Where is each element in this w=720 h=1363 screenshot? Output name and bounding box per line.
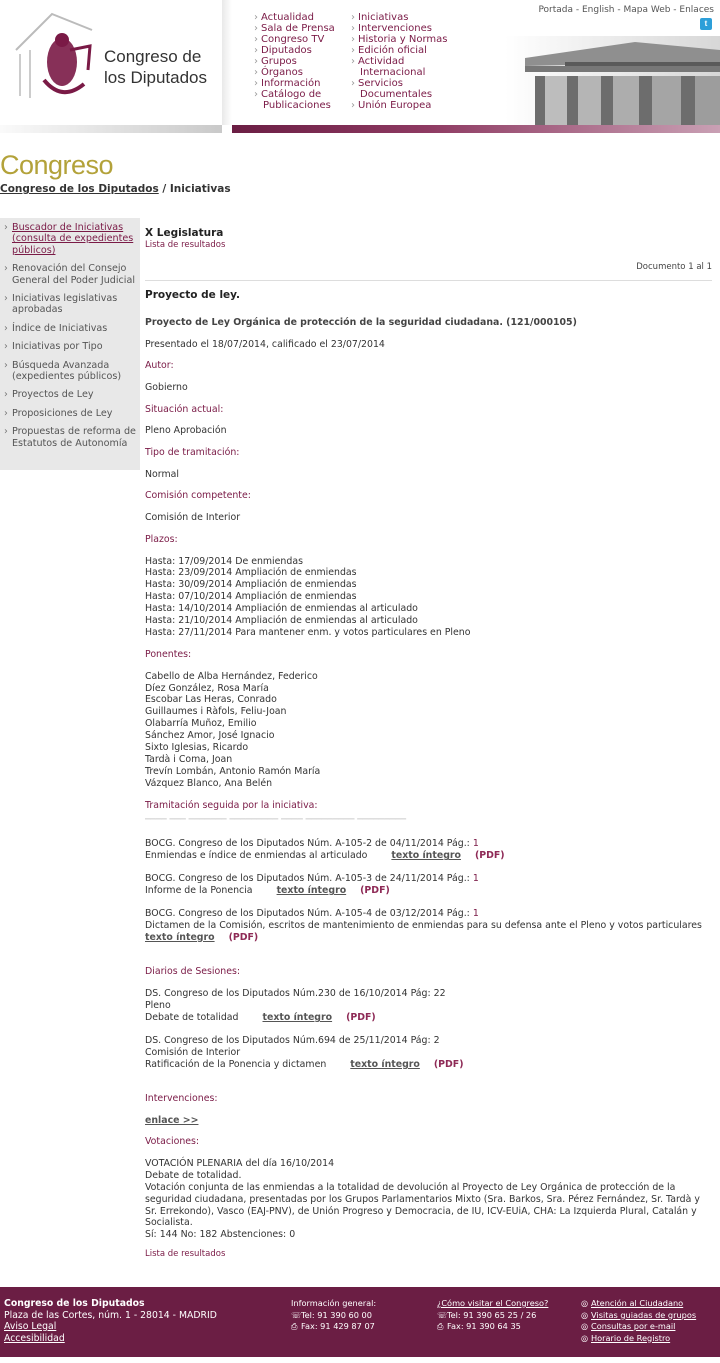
footer-links [581, 1298, 696, 1344]
nav-congreso-tv[interactable]: › Congreso TV [254, 34, 325, 45]
sidebar-item-aprobadas[interactable]: › Iniciativas legislativas aprobadas [4, 293, 140, 316]
cut-off-text: ──── ─── ─────── ───────── ──── ───────── ───────── [145, 817, 406, 826]
texto-integro-link[interactable]: texto íntegro [262, 1012, 333, 1024]
plazo-item: Hasta: 07/10/2014 Ampliación de enmiendas [145, 591, 357, 603]
phone-icon: ☏ [291, 1309, 302, 1320]
twitter-icon[interactable]: t [700, 18, 712, 30]
ponente-item: Trevín Lombán, Antonio Ramón María [145, 765, 321, 777]
ponente-item: Tardà i Coma, Joan [145, 753, 233, 765]
votacion-text: Votación conjunta de las enmiendas a la totalidad de devolución al Proyecto de Ley Orgánica de protección de la seguridad ciudadana, presentadas por los Grupos Parlamentarios Mixto (Sra. Barkos, Sra. Pérez Fernández, Sr. Tardà y Sr. Errekondo), Vasco (EAJ-PNV), de Unión Progreso y Democracia, de IU, ICV-EUiA, CHA: La Izquierda Plural, Catalán y Socialista. [145, 1181, 700, 1229]
autor-label: Autor: [145, 360, 174, 372]
nav-sala-prensa[interactable]: › Sala de Prensa [254, 23, 335, 34]
page-link[interactable]: 1 [472, 873, 479, 885]
nav-diputados[interactable]: › Diputados [254, 45, 312, 56]
tipo-value: Normal [145, 468, 179, 480]
ponente-item: Díez González, Rosa María [145, 682, 269, 694]
arrow-icon: ◎ [581, 1321, 589, 1331]
pdf-link[interactable]: (PDF) [346, 1012, 376, 1024]
arrow-icon: ◎ [581, 1309, 589, 1320]
footer-info: Información general: ☏Tel: 91 390 60 00 ⎙ Fax: 91 429 87 07 [291, 1298, 377, 1331]
publication-item: BOCG. Congreso de los Diputados Núm. A-105-3 de 24/11/2014 Pág.: 1 Informe de la Ponencia texto íntegro (PDF) [145, 873, 479, 897]
nav-iniciativas[interactable]: › Iniciativas [351, 12, 409, 23]
intervenciones-link[interactable]: enlace >> [145, 1114, 199, 1126]
page-link[interactable]: 1 [472, 838, 479, 850]
results-list-link[interactable]: Lista de resultados [145, 239, 226, 250]
texto-integro-link[interactable]: texto íntegro [145, 931, 215, 943]
texto-integro-link[interactable]: texto íntegro [276, 885, 347, 897]
plazos-label: Plazos: [145, 533, 178, 545]
sidebar [0, 218, 140, 470]
site-header [0, 0, 720, 135]
breadcrumb-home-link[interactable]: Congreso de los Diputados [0, 183, 159, 195]
nav-grupos[interactable]: › Grupos [254, 56, 297, 67]
situacion-value: Pleno Aprobación [145, 425, 227, 437]
votacion-title: VOTACIÓN PLENARIA del día 16/10/2014 [145, 1157, 335, 1169]
nav-actualidad[interactable]: › Actualidad [254, 12, 314, 23]
plazo-item: Hasta: 17/09/2014 De enmiendas [145, 555, 303, 567]
votaciones-label: Votaciones: [145, 1136, 200, 1148]
logo-text: Congreso de los Diputados [104, 47, 208, 87]
plazo-item: Hasta: 30/09/2014 Ampliación de enmiendas [145, 579, 357, 591]
ponente-item: Escobar Las Heras, Conrado [145, 694, 277, 706]
footer-visit: ¿Cómo visitar el Congreso? ☏Tel: 91 390 65 25 / 26 ⎙ Fax: 91 390 64 35 [437, 1298, 549, 1331]
arrow-icon: ◎ [581, 1298, 589, 1308]
plazo-item: Hasta: 21/10/2014 Ampliación de enmiendas al articulado [145, 615, 418, 627]
autor-value: Gobierno [145, 381, 188, 393]
site-footer [0, 1287, 720, 1357]
plazos-list [145, 556, 712, 639]
texto-integro-link[interactable]: texto íntegro [391, 850, 461, 862]
nav-historia[interactable]: › Historia y Normas [351, 34, 448, 45]
plazo-item: Hasta: 27/11/2014 Para mantener enm. y votos particulares en Pleno [145, 626, 471, 638]
situacion-label: Situación actual: [145, 403, 224, 415]
nav-union-europea[interactable]: › Unión Europea [351, 100, 432, 111]
nav-intervenciones[interactable]: › Intervenciones [351, 23, 432, 34]
pdf-link[interactable]: (PDF) [433, 1058, 464, 1070]
texto-integro-link[interactable]: texto íntegro [350, 1058, 420, 1070]
presented-date: Presentado el 18/07/2014, calificado el 23/07/2014 [145, 338, 385, 350]
sidebar-item-busqueda-avanzada[interactable]: › Búsqueda Avanzada (expedientes públicos) [4, 360, 140, 383]
tipo-label: Tipo de tramitación: [145, 447, 240, 459]
header-bar-left [0, 125, 222, 133]
document-count: Documento 1 al 1 [636, 262, 712, 273]
accesibilidad-link[interactable]: Accesibilidad [4, 1332, 65, 1344]
diarios-label: Diarios de Sesiones: [145, 965, 241, 977]
votacion-result: Sí: 144 No: 182 Abstenciones: 0 [145, 1229, 296, 1241]
aviso-legal-link[interactable]: Aviso Legal [4, 1321, 57, 1332]
ponente-item: Sixto Iglesias, Ricardo [145, 742, 249, 754]
congress-building-image [505, 36, 720, 125]
comision-value: Comisión de Interior [145, 512, 241, 524]
votacion-debate: Debate de totalidad. [145, 1169, 242, 1181]
fax-icon: ⎙ [291, 1321, 298, 1331]
project-title: Proyecto de Ley Orgánica de protección de la seguridad ciudadana. (121/000105) [145, 316, 577, 328]
visit-link[interactable]: ¿Cómo visitar el Congreso? [437, 1298, 549, 1308]
page-title: Congreso [0, 150, 114, 180]
footer-strip [0, 1357, 720, 1363]
publication-item: BOCG. Congreso de los Diputados Núm. A-105-2 de 04/11/2014 Pág.: 1 Enmiendas e índice de enmiendas al articulado texto íntegro (PDF) [145, 838, 505, 862]
congreso-emblem-icon [12, 10, 102, 102]
nav-edicion[interactable]: › Edición oficial [351, 45, 427, 56]
footer-address: Congreso de los Diputados Plaza de las Cortes, núm. 1 - 28014 - MADRID Aviso Legal Accesibilidad [4, 1298, 217, 1344]
results-list-link-bottom[interactable]: Lista de resultados [145, 1249, 226, 1260]
sidebar-item-indice[interactable]: › Índice de Iniciativas [4, 323, 140, 334]
tramitacion-label: Tramitación seguida por la iniciativa: [145, 799, 318, 811]
main-content [145, 228, 712, 1261]
sidebar-item-buscador[interactable]: › Buscador de Iniciativas (consulta de expedientes públicos) [4, 222, 140, 256]
fax-icon: ⎙ [437, 1321, 444, 1331]
ponente-item: Cabello de Alba Hernández, Federico [145, 670, 318, 682]
nav-informacion[interactable]: › Información [254, 78, 321, 89]
phone-icon: ☏ [437, 1309, 448, 1320]
votacion-block [145, 1158, 712, 1241]
header-bar-right [232, 125, 720, 133]
footer-link-visitas[interactable]: ◎ Visitas guiadas de grupos [581, 1309, 697, 1320]
sidebar-item-proposiciones[interactable]: › Proposiciones de Ley [4, 408, 140, 419]
publication-item: BOCG. Congreso de los Diputados Núm. A-105-4 de 03/12/2014 Pág.: 1 Dictamen de la Comisión, escritos de mantenimiento de enmiendas para su defensa ante el Pleno y votos particulares texto íntegro (PDF) [145, 907, 702, 943]
header-divider [222, 0, 232, 125]
ponentes-label: Ponentes: [145, 648, 192, 660]
ponente-item: Sánchez Amor, José Ignacio [145, 730, 275, 742]
legislatura-heading: X Legislatura [145, 227, 224, 239]
main-nav-col1 [254, 12, 335, 111]
pdf-link[interactable]: (PDF) [228, 931, 259, 943]
nav-actividad[interactable]: › Actividad Internacional [351, 56, 426, 78]
nav-catalogo[interactable]: › Catálogo de Publicaciones [254, 89, 331, 111]
ponentes-list [145, 671, 712, 790]
comision-label: Comisión competente: [145, 490, 251, 502]
diario-item: DS. Congreso de los Diputados Núm.694 de 25/11/2014 Pág: 2 Comisión de Interior Ratificación de la Ponencia y dictamen texto íntegro (PDF) [145, 1035, 464, 1070]
sidebar-item-renovacion[interactable]: › Renovación del Consejo General del Poder Judicial [4, 263, 140, 286]
footer-link-consultas[interactable]: ◎ Consultas por e-mail [581, 1321, 676, 1331]
project-type: Proyecto de ley. [145, 289, 241, 302]
page-link[interactable]: 1 [472, 907, 479, 919]
logo[interactable] [0, 0, 222, 125]
arrow-icon: ◎ [581, 1332, 589, 1343]
pdf-link[interactable]: (PDF) [360, 885, 390, 897]
nav-servicios[interactable]: › Servicios Documentales [351, 78, 433, 100]
footer-link-horario[interactable]: ◎ Horario de Registro [581, 1332, 671, 1343]
sidebar-item-proyectos[interactable]: › Proyectos de Ley [4, 389, 140, 400]
ponente-item: Guillaumes i Ràfols, Feliu-Joan [145, 706, 287, 718]
ponente-item: Vázquez Blanco, Ana Belén [145, 777, 273, 789]
plazo-item: Hasta: 23/09/2014 Ampliación de enmiendas [145, 567, 357, 579]
main-nav-col2 [351, 12, 447, 111]
sidebar-item-estatutos[interactable]: › Propuestas de reforma de Estatutos de Autonomía [4, 426, 140, 449]
sidebar-item-por-tipo[interactable]: › Iniciativas por Tipo [4, 341, 140, 352]
intervenciones-label: Intervenciones: [145, 1092, 218, 1104]
divider [145, 280, 712, 281]
top-links[interactable]: Portada - English - Mapa Web - Enlaces [538, 5, 714, 15]
ponente-item: Olabarría Muñoz, Emilio [145, 718, 257, 730]
plazo-item: Hasta: 14/10/2014 Ampliación de enmiendas al articulado [145, 603, 418, 615]
footer-link-atencion[interactable]: ◎ Atención al Ciudadano [581, 1298, 684, 1308]
breadcrumb: Congreso de los Diputados / Iniciativas [0, 183, 231, 195]
diario-item: DS. Congreso de los Diputados Núm.230 de 16/10/2014 Pág: 22 Pleno Debate de totalidad texto íntegro (PDF) [145, 988, 446, 1024]
pdf-link[interactable]: (PDF) [474, 850, 505, 862]
nav-organos[interactable]: › Órganos [254, 67, 303, 78]
